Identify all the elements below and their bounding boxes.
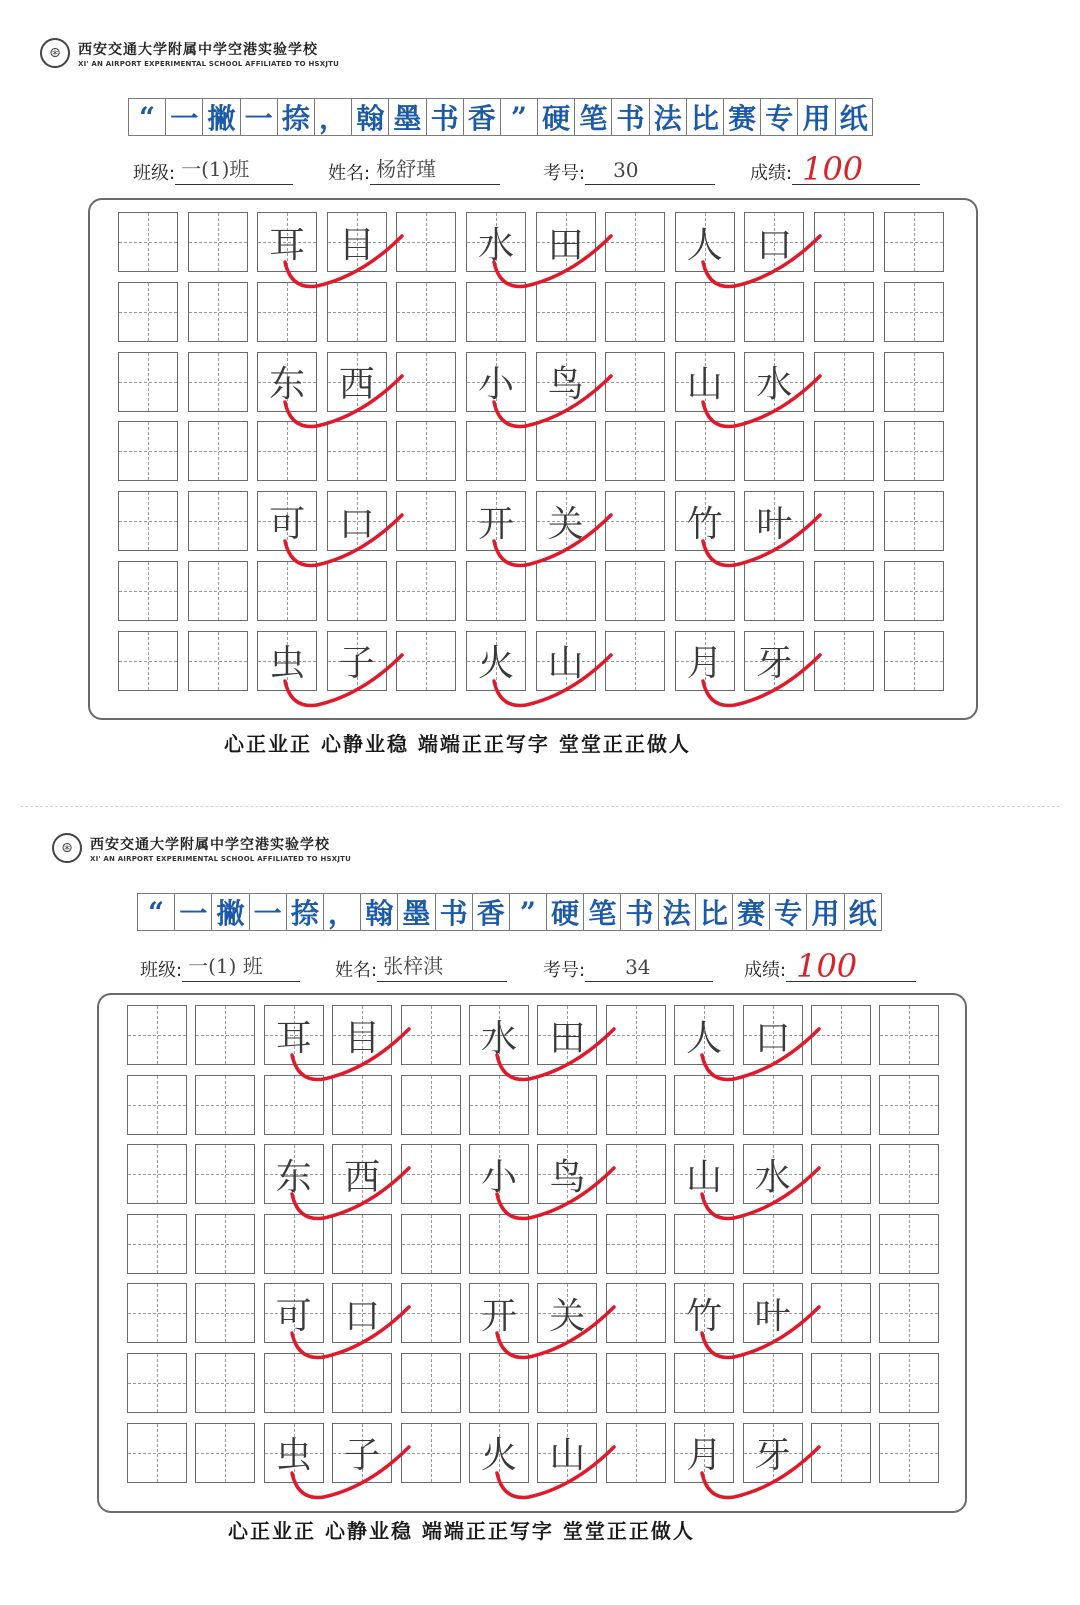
class-label: 班级: (140, 960, 183, 981)
page-divider (20, 806, 1060, 807)
written-char: 目 (344, 1017, 381, 1059)
exam-no-value: 30 (613, 158, 639, 182)
written-char: 口 (754, 1017, 791, 1059)
title-char: 书 (435, 893, 473, 931)
grid-cell (466, 631, 526, 691)
name-value: 张梓淇 (383, 954, 444, 978)
grid-cell (884, 282, 944, 342)
written-char: 山 (547, 643, 584, 685)
grid-cell (674, 1144, 734, 1204)
written-char: 田 (549, 1017, 586, 1059)
written-char: 西 (344, 1156, 381, 1198)
grid-cell (332, 1283, 392, 1343)
written-char: 月 (686, 1435, 723, 1477)
written-char: 火 (480, 1435, 517, 1477)
grid-cell (118, 421, 178, 481)
grid-cell (327, 631, 387, 691)
grid-cell (879, 1075, 939, 1135)
school-name-en: XI' AN AIRPORT EXPERIMENTAL SCHOOL AFFILIATED TO HSXJTU (78, 59, 340, 68)
title-char: 专 (760, 98, 798, 136)
written-char: 水 (477, 224, 514, 266)
grid-cell (536, 421, 596, 481)
grid-cell (606, 1005, 666, 1065)
written-char: 子 (338, 643, 375, 685)
score-value: 100 (796, 947, 858, 985)
grid-cell (264, 1214, 324, 1274)
grid-cell (675, 282, 735, 342)
grid-cell (327, 282, 387, 342)
grid-cell (606, 1214, 666, 1274)
grid-cell (466, 561, 526, 621)
grid-cell (401, 1283, 461, 1343)
written-char: 月 (686, 643, 723, 685)
motto: 心正业正 心静业稳 端端正正写字 堂堂正正做人 (224, 732, 691, 756)
grid-cell (606, 1144, 666, 1204)
grid-cell (814, 212, 874, 272)
title-char: 墨 (388, 98, 426, 136)
grid-cell (884, 421, 944, 481)
grid-cell (605, 561, 665, 621)
grid-cell (188, 212, 248, 272)
grid-cell (675, 421, 735, 481)
title-char: 纸 (835, 98, 873, 136)
grid-cell (743, 1423, 803, 1483)
written-char: 叶 (756, 503, 793, 545)
title-char: “ (128, 98, 166, 136)
grid-cell (743, 1214, 803, 1274)
grid-cell (879, 1144, 939, 1204)
grid-cell (605, 491, 665, 551)
title-char: 专 (769, 893, 807, 931)
grid-cell (537, 1005, 597, 1065)
written-char: 火 (477, 643, 514, 685)
grid-cell (744, 421, 804, 481)
grid-cell (536, 352, 596, 412)
written-char: 水 (754, 1156, 791, 1198)
grid-cell (537, 1214, 597, 1274)
name-label: 姓名: (335, 960, 378, 981)
title-char: 捺 (277, 98, 315, 136)
school-name: 西安交通大学附属中学空港实验学校 (90, 836, 330, 853)
grid-cell (744, 282, 804, 342)
grid-cell (743, 1144, 803, 1204)
title-char: 赛 (723, 98, 761, 136)
grid-cell (814, 282, 874, 342)
grid-cell (879, 1283, 939, 1343)
grid-cell (401, 1423, 461, 1483)
written-char: 东 (275, 1156, 312, 1198)
grid-cell (188, 631, 248, 691)
exam-no-value: 34 (625, 955, 651, 979)
school-name-en: XI' AN AIRPORT EXPERIMENTAL SCHOOL AFFILIATED TO HSXJTU (90, 854, 352, 863)
student-info (133, 150, 933, 190)
grid-cell (264, 1353, 324, 1413)
school-name: 西安交通大学附属中学空港实验学校 (78, 41, 318, 58)
written-char: 鸟 (547, 364, 584, 406)
grid-cell (879, 1005, 939, 1065)
grid-cell (536, 212, 596, 272)
grid-cell (469, 1144, 529, 1204)
grid-cell (401, 1005, 461, 1065)
grid-cell (118, 352, 178, 412)
title-char: 撇 (202, 98, 240, 136)
grid-cell (118, 491, 178, 551)
written-char: 耳 (269, 224, 306, 266)
grid-cell (675, 631, 735, 691)
grid-cell (188, 491, 248, 551)
title-char: 硬 (537, 98, 575, 136)
written-char: 口 (338, 503, 375, 545)
written-char: 子 (344, 1435, 381, 1477)
grid-cell (814, 421, 874, 481)
title-char: 一 (174, 893, 212, 931)
grid-cell (396, 561, 456, 621)
title-char: 笔 (574, 98, 612, 136)
written-char: 牙 (756, 643, 793, 685)
written-char: 山 (549, 1435, 586, 1477)
grid-cell (401, 1075, 461, 1135)
grid-cell (537, 1283, 597, 1343)
grid-cell (195, 1214, 255, 1274)
written-char: 口 (756, 224, 793, 266)
grid-cell (264, 1075, 324, 1135)
grid-cell (743, 1075, 803, 1135)
written-char: 山 (686, 1156, 723, 1198)
grid-cell (195, 1005, 255, 1065)
written-char: 竹 (686, 1295, 723, 1337)
grid-cell (466, 212, 526, 272)
grid-cell (257, 352, 317, 412)
grid-cell (118, 212, 178, 272)
grid-cell (536, 561, 596, 621)
grid-cell (743, 1353, 803, 1413)
name-label: 姓名: (328, 163, 371, 184)
grid-cell (884, 561, 944, 621)
grid-cell (811, 1075, 871, 1135)
grid-cell (332, 1423, 392, 1483)
grid-cell (675, 212, 735, 272)
motto: 心正业正 心静业稳 端端正正写字 堂堂正正做人 (228, 1519, 695, 1543)
grid-cell (605, 212, 665, 272)
grid-cell (811, 1214, 871, 1274)
grid-cell (674, 1353, 734, 1413)
title-char: 书 (611, 98, 649, 136)
written-char: 水 (480, 1017, 517, 1059)
grid-cell (743, 1005, 803, 1065)
score-label: 成绩: (744, 960, 787, 981)
grid-cell (743, 1283, 803, 1343)
class-label: 班级: (133, 163, 176, 184)
grid-cell (606, 1075, 666, 1135)
written-char: 人 (686, 1017, 723, 1059)
title-char: ” (500, 98, 538, 136)
grid-cell (332, 1005, 392, 1065)
school-emblem-icon: ⊛ (40, 38, 70, 68)
written-char: 虫 (275, 1435, 312, 1477)
grid-cell (469, 1214, 529, 1274)
title-char: 硬 (546, 893, 584, 931)
title-char: ， (323, 893, 361, 931)
grid-cell (811, 1353, 871, 1413)
grid-cell (811, 1144, 871, 1204)
grid-cell (605, 282, 665, 342)
grid-cell (118, 631, 178, 691)
grid-cell (466, 352, 526, 412)
written-char: 山 (686, 364, 723, 406)
grid-cell (469, 1423, 529, 1483)
title-char: 书 (426, 98, 464, 136)
grid-cell (195, 1144, 255, 1204)
practice-grid (97, 993, 967, 1513)
grid-cell (332, 1353, 392, 1413)
grid-cell (469, 1005, 529, 1065)
grid-cell (327, 352, 387, 412)
title-char: 法 (658, 893, 696, 931)
grid-cell (257, 631, 317, 691)
grid-cell (127, 1075, 187, 1135)
grid-cell (744, 561, 804, 621)
grid-cell (814, 352, 874, 412)
grid-cell (744, 212, 804, 272)
grid-cell (674, 1005, 734, 1065)
grid-cell (401, 1353, 461, 1413)
written-char: 开 (477, 503, 514, 545)
grid-cell (327, 561, 387, 621)
grid-cell (396, 212, 456, 272)
school-header (40, 38, 339, 68)
grid-cell (257, 282, 317, 342)
grid-cell (811, 1005, 871, 1065)
grid-cell (118, 282, 178, 342)
grid-cell (264, 1283, 324, 1343)
grid-cell (884, 352, 944, 412)
class-value: 一(1) 班 (188, 954, 263, 978)
grid-cell (606, 1353, 666, 1413)
grid-cell (675, 491, 735, 551)
written-char: 开 (480, 1295, 517, 1337)
grid-cell (466, 421, 526, 481)
grid-cell (744, 631, 804, 691)
grid-cell (536, 282, 596, 342)
title-char: 捺 (286, 893, 324, 931)
title-char: 纸 (844, 893, 882, 931)
written-char: 叶 (754, 1295, 791, 1337)
grid-cell (675, 352, 735, 412)
written-char: 关 (547, 503, 584, 545)
written-char: 牙 (754, 1435, 791, 1477)
written-char: 目 (338, 224, 375, 266)
grid-cell (469, 1353, 529, 1413)
grid-cell (127, 1144, 187, 1204)
grid-cell (814, 631, 874, 691)
grid-cell (257, 491, 317, 551)
grid-cell (127, 1283, 187, 1343)
grid-cell (401, 1214, 461, 1274)
grid-cell (811, 1283, 871, 1343)
title-char: 一 (240, 98, 278, 136)
written-char: 小 (480, 1156, 517, 1198)
title-char: 比 (695, 893, 733, 931)
title-char: 香 (463, 98, 501, 136)
grid-cell (195, 1353, 255, 1413)
grid-cell (469, 1283, 529, 1343)
grid-cell (674, 1423, 734, 1483)
grid-cell (401, 1144, 461, 1204)
title-char: 撇 (211, 893, 249, 931)
grid-cell (327, 212, 387, 272)
grid-cell (188, 352, 248, 412)
score-label: 成绩: (750, 163, 793, 184)
title-char: 一 (249, 893, 287, 931)
written-char: 口 (344, 1295, 381, 1337)
grid-cell (127, 1423, 187, 1483)
grid-cell (606, 1283, 666, 1343)
grid-cell (396, 631, 456, 691)
grid-cell (884, 212, 944, 272)
grid-cell (469, 1075, 529, 1135)
written-char: 西 (338, 364, 375, 406)
written-char: 田 (547, 224, 584, 266)
grid-cell (536, 491, 596, 551)
grid-cell (396, 421, 456, 481)
written-char: 虫 (269, 643, 306, 685)
grid-cell (537, 1423, 597, 1483)
grid-cell (466, 282, 526, 342)
grid-cell (127, 1353, 187, 1413)
title-char: 翰 (351, 98, 389, 136)
title-char: 香 (472, 893, 510, 931)
grid-cell (605, 352, 665, 412)
grid-cell (327, 491, 387, 551)
grid-cell (332, 1214, 392, 1274)
title-char: 一 (165, 98, 203, 136)
practice-grid (88, 198, 978, 720)
title-char: “ (137, 893, 175, 931)
grid-cell (744, 491, 804, 551)
written-char: 人 (686, 224, 723, 266)
written-char: 东 (269, 364, 306, 406)
title-char: 法 (649, 98, 687, 136)
grid-cell (674, 1283, 734, 1343)
grid-cell (884, 631, 944, 691)
title-char: 用 (797, 98, 835, 136)
exam-no-label: 考号: (543, 960, 586, 981)
written-char: 可 (275, 1295, 312, 1337)
title-char: 书 (620, 893, 658, 931)
sheet-title (128, 98, 872, 136)
school-header (52, 833, 351, 863)
grid-cell (195, 1075, 255, 1135)
grid-cell (879, 1353, 939, 1413)
grid-cell (605, 631, 665, 691)
title-char: 比 (686, 98, 724, 136)
grid-cell (332, 1144, 392, 1204)
grid-cell (327, 421, 387, 481)
title-char: 墨 (397, 893, 435, 931)
grid-cell (396, 352, 456, 412)
written-char: 关 (549, 1295, 586, 1337)
grid-cell (814, 561, 874, 621)
grid-cell (257, 212, 317, 272)
grid-cell (879, 1423, 939, 1483)
grid-cell (257, 561, 317, 621)
school-emblem-icon: ⊛ (52, 833, 82, 863)
grid-cell (605, 421, 665, 481)
grid-cell (606, 1423, 666, 1483)
grid-cell (466, 491, 526, 551)
grid-cell (396, 282, 456, 342)
title-char: 笔 (583, 893, 621, 931)
grid-cell (811, 1423, 871, 1483)
grid-cell (332, 1075, 392, 1135)
grid-cell (188, 421, 248, 481)
grid-cell (537, 1144, 597, 1204)
grid-cell (127, 1214, 187, 1274)
grid-cell (537, 1075, 597, 1135)
grid-cell (884, 491, 944, 551)
sheet-title (137, 893, 881, 931)
title-char: 赛 (732, 893, 770, 931)
name-value: 杨舒瑾 (376, 157, 437, 181)
grid-cell (127, 1005, 187, 1065)
exam-no-label: 考号: (543, 163, 586, 184)
grid-cell (744, 352, 804, 412)
title-char: 用 (806, 893, 844, 931)
grid-cell (118, 561, 178, 621)
grid-cell (814, 491, 874, 551)
written-char: 可 (269, 503, 306, 545)
grid-cell (536, 631, 596, 691)
title-char: ， (314, 98, 352, 136)
title-char: 翰 (360, 893, 398, 931)
grid-cell (396, 491, 456, 551)
grid-cell (264, 1423, 324, 1483)
student-info (140, 947, 940, 987)
grid-cell (674, 1214, 734, 1274)
grid-cell (257, 421, 317, 481)
grid-cell (674, 1075, 734, 1135)
grid-cell (195, 1423, 255, 1483)
grid-cell (537, 1353, 597, 1413)
title-char: ” (509, 893, 547, 931)
grid-cell (264, 1144, 324, 1204)
grid-cell (195, 1283, 255, 1343)
score-value: 100 (802, 150, 864, 188)
written-char: 耳 (275, 1017, 312, 1059)
class-value: 一(1)班 (181, 157, 250, 181)
grid-cell (675, 561, 735, 621)
grid-cell (188, 561, 248, 621)
grid-cell (879, 1214, 939, 1274)
grid-cell (264, 1005, 324, 1065)
written-char: 小 (477, 364, 514, 406)
grid-cell (188, 282, 248, 342)
written-char: 鸟 (549, 1156, 586, 1198)
written-char: 竹 (686, 503, 723, 545)
written-char: 水 (756, 364, 793, 406)
